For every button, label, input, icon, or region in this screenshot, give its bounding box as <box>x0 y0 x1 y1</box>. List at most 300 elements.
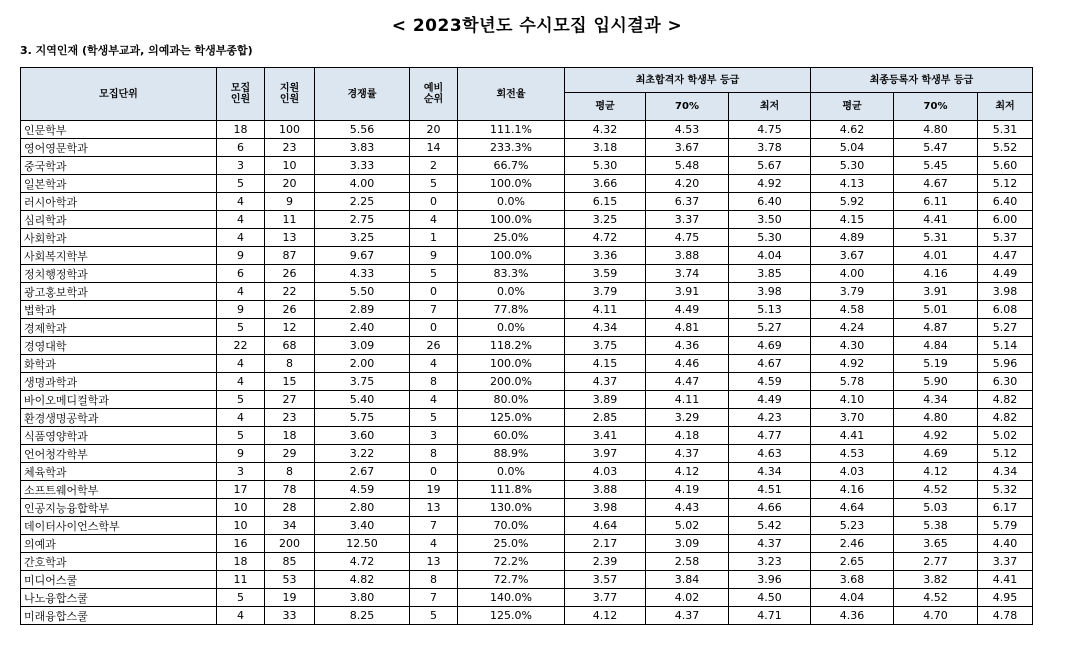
table-cell: 4.02 <box>646 589 729 607</box>
table-cell: 5.12 <box>978 175 1033 193</box>
table-cell: 4.04 <box>729 247 811 265</box>
table-cell: 5.12 <box>978 445 1033 463</box>
table-cell: 4.11 <box>565 301 646 319</box>
table-cell: 5.04 <box>811 139 894 157</box>
table-cell: 23 <box>265 409 315 427</box>
unit-name-cell: 화학과 <box>21 355 217 373</box>
table-cell: 2 <box>410 157 458 175</box>
table-cell: 4.59 <box>729 373 811 391</box>
table-row <box>21 157 1033 175</box>
table-cell: 9 <box>265 193 315 211</box>
table-cell: 2.85 <box>565 409 646 427</box>
page-title: < 2023학년도 수시모집 입시결과 > <box>391 16 683 36</box>
table-cell: 2.00 <box>315 355 410 373</box>
table-cell: 4 <box>410 535 458 553</box>
table-cell: 3 <box>217 157 265 175</box>
unit-name-cell: 중국학과 <box>21 157 217 175</box>
table-cell: 4.33 <box>315 265 410 283</box>
table-cell: 4.64 <box>811 499 894 517</box>
table-cell: 5.47 <box>894 139 978 157</box>
table-cell: 9 <box>410 247 458 265</box>
table-cell: 100 <box>265 121 315 139</box>
table-cell: 68 <box>265 337 315 355</box>
table-cell: 4.87 <box>894 319 978 337</box>
table-cell: 3.50 <box>729 211 811 229</box>
table-row <box>21 571 1033 589</box>
table-row <box>21 463 1033 481</box>
table-cell: 3.82 <box>894 571 978 589</box>
table-cell: 3.60 <box>315 427 410 445</box>
table-cell: 33 <box>265 607 315 625</box>
table-cell: 3.84 <box>646 571 729 589</box>
table-cell: 3.37 <box>646 211 729 229</box>
table-cell: 3.75 <box>565 337 646 355</box>
table-cell: 9 <box>217 445 265 463</box>
table-cell: 4.66 <box>729 499 811 517</box>
table-cell: 13 <box>265 229 315 247</box>
table-cell: 4.63 <box>729 445 811 463</box>
table-cell: 28 <box>265 499 315 517</box>
table-cell: 4 <box>217 607 265 625</box>
table-cell: 130.0% <box>458 499 565 517</box>
table-row <box>21 175 1033 193</box>
table-row <box>21 553 1033 571</box>
admission-results-table <box>20 67 1033 625</box>
table-cell: 5.14 <box>978 337 1033 355</box>
table-cell: 4 <box>410 211 458 229</box>
table-cell: 4.53 <box>646 121 729 139</box>
table-cell: 4.41 <box>894 211 978 229</box>
table-cell: 3.91 <box>894 283 978 301</box>
table-cell: 4 <box>217 211 265 229</box>
table-row <box>21 211 1033 229</box>
table-cell: 3.65 <box>894 535 978 553</box>
table-cell: 4.59 <box>315 481 410 499</box>
table-cell: 4.95 <box>978 589 1033 607</box>
table-cell: 18 <box>217 553 265 571</box>
header-initial-min: 최저 <box>729 93 811 121</box>
table-cell: 100.0% <box>458 355 565 373</box>
table-cell: 6.11 <box>894 193 978 211</box>
table-cell: 4.34 <box>565 319 646 337</box>
table-cell: 4.34 <box>729 463 811 481</box>
table-cell: 5.40 <box>315 391 410 409</box>
table-cell: 5.32 <box>978 481 1033 499</box>
table-cell: 5.45 <box>894 157 978 175</box>
table-cell: 3 <box>217 463 265 481</box>
table-cell: 5.50 <box>315 283 410 301</box>
header-applicants-line2: 인원 <box>279 94 300 105</box>
table-cell: 5.60 <box>978 157 1033 175</box>
table-cell: 4.11 <box>646 391 729 409</box>
table-cell: 3.68 <box>811 571 894 589</box>
table-cell: 4.49 <box>729 391 811 409</box>
header-waitlist <box>410 68 458 121</box>
table-cell: 0.0% <box>458 193 565 211</box>
table-cell: 26 <box>265 265 315 283</box>
table-cell: 5.31 <box>894 229 978 247</box>
table-row <box>21 481 1033 499</box>
table-cell: 0 <box>410 319 458 337</box>
table-cell: 5.03 <box>894 499 978 517</box>
table-cell: 5.13 <box>729 301 811 319</box>
table-cell: 19 <box>265 589 315 607</box>
unit-name-cell: 바이오메디컬학과 <box>21 391 217 409</box>
table-cell: 3.98 <box>729 283 811 301</box>
table-cell: 4.12 <box>565 607 646 625</box>
table-cell: 4.49 <box>978 265 1033 283</box>
table-cell: 29 <box>265 445 315 463</box>
header-unit: 모집단위 <box>21 68 217 121</box>
table-cell: 5.67 <box>729 157 811 175</box>
header-initial-group: 최초합격자 학생부 등급 <box>565 68 811 93</box>
table-cell: 5 <box>410 409 458 427</box>
table-cell: 18 <box>265 427 315 445</box>
table-cell: 22 <box>265 283 315 301</box>
table-cell: 5 <box>217 319 265 337</box>
table-cell: 125.0% <box>458 409 565 427</box>
table-cell: 8 <box>410 373 458 391</box>
unit-name-cell: 의예과 <box>21 535 217 553</box>
table-cell: 4.52 <box>894 481 978 499</box>
table-cell: 70.0% <box>458 517 565 535</box>
table-cell: 3.67 <box>811 247 894 265</box>
table-cell: 20 <box>410 121 458 139</box>
table-cell: 4.19 <box>646 481 729 499</box>
table-row <box>21 139 1033 157</box>
table-cell: 0.0% <box>458 319 565 337</box>
table-row <box>21 193 1033 211</box>
table-cell: 11 <box>265 211 315 229</box>
table-cell: 5.38 <box>894 517 978 535</box>
table-row <box>21 229 1033 247</box>
table-row <box>21 319 1033 337</box>
table-cell: 118.2% <box>458 337 565 355</box>
table-cell: 5.02 <box>646 517 729 535</box>
table-body <box>21 121 1033 625</box>
table-cell: 0 <box>410 283 458 301</box>
table-cell: 3.88 <box>565 481 646 499</box>
table-cell: 4.15 <box>811 211 894 229</box>
table-cell: 4.52 <box>894 589 978 607</box>
table-cell: 4.24 <box>811 319 894 337</box>
table-cell: 26 <box>410 337 458 355</box>
table-cell: 4.53 <box>811 445 894 463</box>
table-cell: 2.58 <box>646 553 729 571</box>
table-cell: 3.97 <box>565 445 646 463</box>
table-cell: 3.23 <box>729 553 811 571</box>
table-cell: 87 <box>265 247 315 265</box>
header-competition: 경쟁률 <box>315 68 410 121</box>
unit-name-cell: 미디어스쿨 <box>21 571 217 589</box>
table-cell: 4.34 <box>978 463 1033 481</box>
unit-name-cell: 영어영문학과 <box>21 139 217 157</box>
table-cell: 5.27 <box>978 319 1033 337</box>
table-cell: 4.62 <box>811 121 894 139</box>
table-cell: 6 <box>217 139 265 157</box>
table-row <box>21 535 1033 553</box>
table-cell: 233.3% <box>458 139 565 157</box>
table-cell: 4.16 <box>894 265 978 283</box>
table-cell: 4.41 <box>811 427 894 445</box>
table-cell: 4.13 <box>811 175 894 193</box>
header-turnover: 회전율 <box>458 68 565 121</box>
table-cell: 4.92 <box>811 355 894 373</box>
table-row <box>21 409 1033 427</box>
table-cell: 4.47 <box>978 247 1033 265</box>
table-cell: 4.37 <box>646 445 729 463</box>
unit-name-cell: 러시아학과 <box>21 193 217 211</box>
table-row <box>21 499 1033 517</box>
table-cell: 6 <box>217 265 265 283</box>
table-cell: 4.69 <box>729 337 811 355</box>
table-cell: 13 <box>410 499 458 517</box>
table-cell: 4 <box>217 355 265 373</box>
header-waitlist-line2: 순위 <box>423 94 444 105</box>
table-cell: 4.84 <box>894 337 978 355</box>
table-cell: 4.40 <box>978 535 1033 553</box>
table-cell: 4.04 <box>811 589 894 607</box>
table-cell: 25.0% <box>458 535 565 553</box>
table-cell: 8 <box>265 355 315 373</box>
table-cell: 4.46 <box>646 355 729 373</box>
table-row <box>21 283 1033 301</box>
table-cell: 5.56 <box>315 121 410 139</box>
table-cell: 9 <box>217 247 265 265</box>
table-cell: 4.47 <box>646 373 729 391</box>
table-cell: 4.03 <box>811 463 894 481</box>
table-cell: 12.50 <box>315 535 410 553</box>
table-cell: 5 <box>217 391 265 409</box>
section-subtitle: 3. 지역인재 (학생부교과, 의예과는 학생부종합) <box>20 44 253 57</box>
unit-name-cell: 미래융합스쿨 <box>21 607 217 625</box>
unit-name-cell: 간호학과 <box>21 553 217 571</box>
table-cell: 3.85 <box>729 265 811 283</box>
table-cell: 0 <box>410 193 458 211</box>
table-cell: 4.80 <box>894 121 978 139</box>
table-cell: 6.17 <box>978 499 1033 517</box>
table-cell: 7 <box>410 517 458 535</box>
table-cell: 2.77 <box>894 553 978 571</box>
table-cell: 53 <box>265 571 315 589</box>
table-cell: 5.42 <box>729 517 811 535</box>
header-applicants <box>265 68 315 121</box>
table-cell: 3.96 <box>729 571 811 589</box>
table-cell: 4.64 <box>565 517 646 535</box>
table-cell: 13 <box>410 553 458 571</box>
table-cell: 4.78 <box>978 607 1033 625</box>
table-cell: 18 <box>217 121 265 139</box>
table-cell: 5.30 <box>729 229 811 247</box>
table-cell: 3.98 <box>978 283 1033 301</box>
table-row <box>21 373 1033 391</box>
header-final-avg: 평균 <box>811 93 894 121</box>
table-cell: 3.83 <box>315 139 410 157</box>
table-cell: 3.25 <box>565 211 646 229</box>
header-final-min: 최저 <box>978 93 1033 121</box>
table-cell: 2.80 <box>315 499 410 517</box>
table-cell: 4.49 <box>646 301 729 319</box>
table-cell: 25.0% <box>458 229 565 247</box>
table-cell: 5.52 <box>978 139 1033 157</box>
unit-name-cell: 법학과 <box>21 301 217 319</box>
table-cell: 5.92 <box>811 193 894 211</box>
table-cell: 7 <box>410 589 458 607</box>
table-cell: 4.82 <box>978 409 1033 427</box>
table-cell: 111.1% <box>458 121 565 139</box>
unit-name-cell: 식품영양학과 <box>21 427 217 445</box>
table-cell: 6.40 <box>978 193 1033 211</box>
table-cell: 8.25 <box>315 607 410 625</box>
table-cell: 78 <box>265 481 315 499</box>
unit-name-cell: 사회학과 <box>21 229 217 247</box>
table-cell: 88.9% <box>458 445 565 463</box>
table-cell: 5.90 <box>894 373 978 391</box>
table-cell: 3.98 <box>565 499 646 517</box>
table-cell: 4.75 <box>646 229 729 247</box>
table-cell: 3.79 <box>565 283 646 301</box>
table-cell: 4.16 <box>811 481 894 499</box>
table-cell: 3.75 <box>315 373 410 391</box>
table-cell: 2.65 <box>811 553 894 571</box>
table-cell: 5.27 <box>729 319 811 337</box>
table-cell: 4 <box>217 409 265 427</box>
table-cell: 2.46 <box>811 535 894 553</box>
table-cell: 5 <box>217 427 265 445</box>
table-cell: 4.43 <box>646 499 729 517</box>
table-cell: 3.80 <box>315 589 410 607</box>
table-cell: 140.0% <box>458 589 565 607</box>
table-cell: 5 <box>410 265 458 283</box>
table-cell: 6.40 <box>729 193 811 211</box>
table-cell: 5.02 <box>978 427 1033 445</box>
table-cell: 3.66 <box>565 175 646 193</box>
table-cell: 5 <box>410 607 458 625</box>
table-row <box>21 355 1033 373</box>
table-cell: 6.15 <box>565 193 646 211</box>
header-final-70: 70% <box>894 93 978 121</box>
unit-name-cell: 언어청각학부 <box>21 445 217 463</box>
table-row <box>21 121 1033 139</box>
header-initial-70: 70% <box>646 93 729 121</box>
table-cell: 5.31 <box>978 121 1033 139</box>
table-cell: 5 <box>217 175 265 193</box>
table-cell: 7 <box>410 301 458 319</box>
table-cell: 4 <box>410 391 458 409</box>
table-cell: 4.00 <box>315 175 410 193</box>
table-cell: 2.89 <box>315 301 410 319</box>
table-cell: 4.51 <box>729 481 811 499</box>
table-cell: 4.10 <box>811 391 894 409</box>
table-cell: 4.37 <box>565 373 646 391</box>
table-cell: 3.09 <box>646 535 729 553</box>
table-cell: 100.0% <box>458 175 565 193</box>
unit-name-cell: 심리학과 <box>21 211 217 229</box>
table-cell: 3.91 <box>646 283 729 301</box>
table-cell: 125.0% <box>458 607 565 625</box>
table-cell: 20 <box>265 175 315 193</box>
table-cell: 14 <box>410 139 458 157</box>
table-cell: 4.36 <box>646 337 729 355</box>
table-cell: 111.8% <box>458 481 565 499</box>
header-applicants-line1: 지원 <box>279 83 300 94</box>
table-cell: 10 <box>217 499 265 517</box>
table-cell: 9 <box>217 301 265 319</box>
table-cell: 26 <box>265 301 315 319</box>
header-quota-line2: 인원 <box>230 94 251 105</box>
table-cell: 5.30 <box>811 157 894 175</box>
header-quota <box>217 68 265 121</box>
table-cell: 4.92 <box>729 175 811 193</box>
table-cell: 4.67 <box>729 355 811 373</box>
header-quota-line1: 모집 <box>230 83 251 94</box>
table-cell: 3.22 <box>315 445 410 463</box>
table-cell: 4.58 <box>811 301 894 319</box>
table-cell: 4 <box>410 355 458 373</box>
table-cell: 100.0% <box>458 211 565 229</box>
table-cell: 3.40 <box>315 517 410 535</box>
table-cell: 10 <box>217 517 265 535</box>
table-cell: 85 <box>265 553 315 571</box>
table-cell: 3.88 <box>646 247 729 265</box>
table-cell: 16 <box>217 535 265 553</box>
table-cell: 23 <box>265 139 315 157</box>
table-cell: 3.57 <box>565 571 646 589</box>
table-cell: 4.67 <box>894 175 978 193</box>
table-cell: 5.23 <box>811 517 894 535</box>
unit-name-cell: 인공지능융합학부 <box>21 499 217 517</box>
table-cell: 6.30 <box>978 373 1033 391</box>
table-cell: 3.41 <box>565 427 646 445</box>
table-cell: 4.18 <box>646 427 729 445</box>
table-cell: 0.0% <box>458 283 565 301</box>
table-cell: 4.12 <box>894 463 978 481</box>
table-cell: 15 <box>265 373 315 391</box>
table-cell: 3.70 <box>811 409 894 427</box>
unit-name-cell: 광고홍보학과 <box>21 283 217 301</box>
table-cell: 66.7% <box>458 157 565 175</box>
table-cell: 4.15 <box>565 355 646 373</box>
table-cell: 4.71 <box>729 607 811 625</box>
table-cell: 4.32 <box>565 121 646 139</box>
table-cell: 4.00 <box>811 265 894 283</box>
table-cell: 4 <box>217 373 265 391</box>
table-cell: 4.72 <box>565 229 646 247</box>
table-row <box>21 445 1033 463</box>
table-row <box>21 391 1033 409</box>
table-cell: 3.09 <box>315 337 410 355</box>
table-cell: 5.37 <box>978 229 1033 247</box>
table-cell: 3.29 <box>646 409 729 427</box>
table-cell: 4 <box>217 229 265 247</box>
table-cell: 2.40 <box>315 319 410 337</box>
table-cell: 5.78 <box>811 373 894 391</box>
table-cell: 100.0% <box>458 247 565 265</box>
table-cell: 3.33 <box>315 157 410 175</box>
table-cell: 3 <box>410 427 458 445</box>
table-row <box>21 247 1033 265</box>
table-cell: 9.67 <box>315 247 410 265</box>
table-cell: 4.41 <box>978 571 1033 589</box>
unit-name-cell: 경영대학 <box>21 337 217 355</box>
table-cell: 3.18 <box>565 139 646 157</box>
table-cell: 4.37 <box>646 607 729 625</box>
table-cell: 5 <box>217 589 265 607</box>
table-cell: 4.69 <box>894 445 978 463</box>
table-cell: 5.48 <box>646 157 729 175</box>
table-cell: 72.2% <box>458 553 565 571</box>
table-cell: 83.3% <box>458 265 565 283</box>
